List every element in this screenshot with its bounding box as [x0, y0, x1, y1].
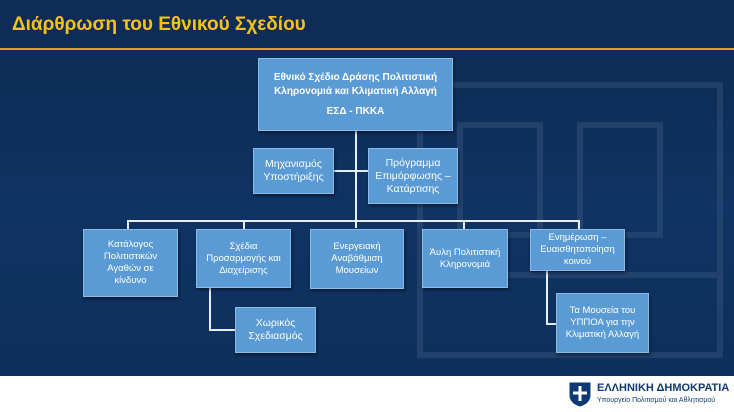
connector-support-left [334, 170, 356, 172]
pillar-3-line-3: Μουσείων [335, 265, 379, 276]
connector-pillar-1 [127, 220, 129, 229]
pillar-box-intangible-heritage [422, 229, 508, 288]
ministry-museums-climate-box [556, 293, 649, 353]
pillar-1-line-2: Πολιτιστικών [103, 251, 158, 262]
pillar-2-line-3: Διαχείρισης [219, 264, 268, 276]
spatial-planning-box [235, 307, 316, 353]
national-plan-abbreviation: ΕΣΔ - ΠΚΚΑ [326, 105, 385, 117]
ministry-museums-line-2: ΥΠΠΟΑ για την [570, 317, 635, 328]
connector-sub-right-vertical [546, 270, 548, 324]
connector-support-right [356, 170, 368, 172]
footer [0, 376, 734, 412]
pillar-box-adaptation-plans [196, 229, 291, 288]
organization-name: ΕΛΛΗΝΙΚΗ ΔΗΜΟΚΡΑΤΙΑ [597, 382, 730, 394]
pillar-5-line-1: Ενημέρωση – [548, 232, 607, 243]
title-bar [0, 0, 734, 50]
pillar-5-line-3: κοινού [563, 256, 592, 267]
training-program-line-3: Κατάρτισης [386, 182, 440, 195]
connector-pillar-4 [463, 220, 465, 229]
training-program-line-2: Επιμόρφωσης – [375, 169, 451, 182]
pillar-3-line-1: Ενεργειακή [333, 241, 381, 252]
support-mechanism-box [253, 148, 334, 194]
national-plan-line-2: Κληρονομιά και Κλιματική Αλλαγή [274, 85, 437, 97]
connector-pillar-2 [243, 220, 245, 229]
spatial-planning-line-2: Σχεδιασμός [248, 330, 303, 342]
pillar-3-line-2: Αναβάθμιση [331, 253, 383, 264]
pillar-5-line-2: Ευαισθητοποίηση [540, 244, 615, 255]
pillar-2-line-1: Σχέδια [229, 240, 258, 252]
support-mechanism-line-1: Μηχανισμός [265, 158, 322, 170]
pillar-box-cultural-goods-catalogue [83, 229, 178, 297]
connector-pillars-horizontal [127, 220, 578, 222]
pillar-2-line-2: Προσαρμογής και [206, 252, 281, 264]
connector-sub-right-horizontal [546, 323, 556, 325]
national-plan-line-1: Εθνικό Σχέδιο Δράσης Πολιτιστική [273, 71, 438, 83]
training-program-box [368, 148, 458, 204]
spatial-planning-line-1: Χωρικός [255, 317, 296, 329]
slide-title: Διάρθρωση του Εθνικού Σχεδίου [12, 14, 306, 35]
pillar-1-line-3: Αγαθών σε κίνδυνο [107, 263, 154, 286]
support-mechanism-line-2: Υποστήριξης [263, 171, 324, 183]
pillar-box-energy-upgrade-museums [310, 229, 404, 289]
ministry-museums-line-1: Τα Μουσεία του [569, 305, 636, 316]
pillar-4-line-1: Άυλη Πολιτιστική [429, 246, 501, 258]
hellenic-republic-emblem-icon [568, 381, 592, 407]
training-program-line-1: Πρόγραμμα [385, 156, 441, 169]
pillar-box-public-awareness [530, 229, 625, 271]
connector-sub-left-horizontal [209, 329, 235, 331]
ministry-name: Υπουργείο Πολιτισμού και Αθλητισμού [597, 397, 716, 404]
pillar-1-line-1: Κατάλογος [107, 239, 154, 250]
connector-pillar-5 [578, 220, 580, 229]
connector-sub-left-vertical [209, 288, 211, 330]
connector-trunk [355, 131, 357, 228]
ministry-museums-line-3: Κλιματική Αλλαγή [565, 329, 640, 340]
national-plan-box [258, 58, 453, 131]
pillar-4-line-2: Κληρονομιά [439, 258, 491, 270]
